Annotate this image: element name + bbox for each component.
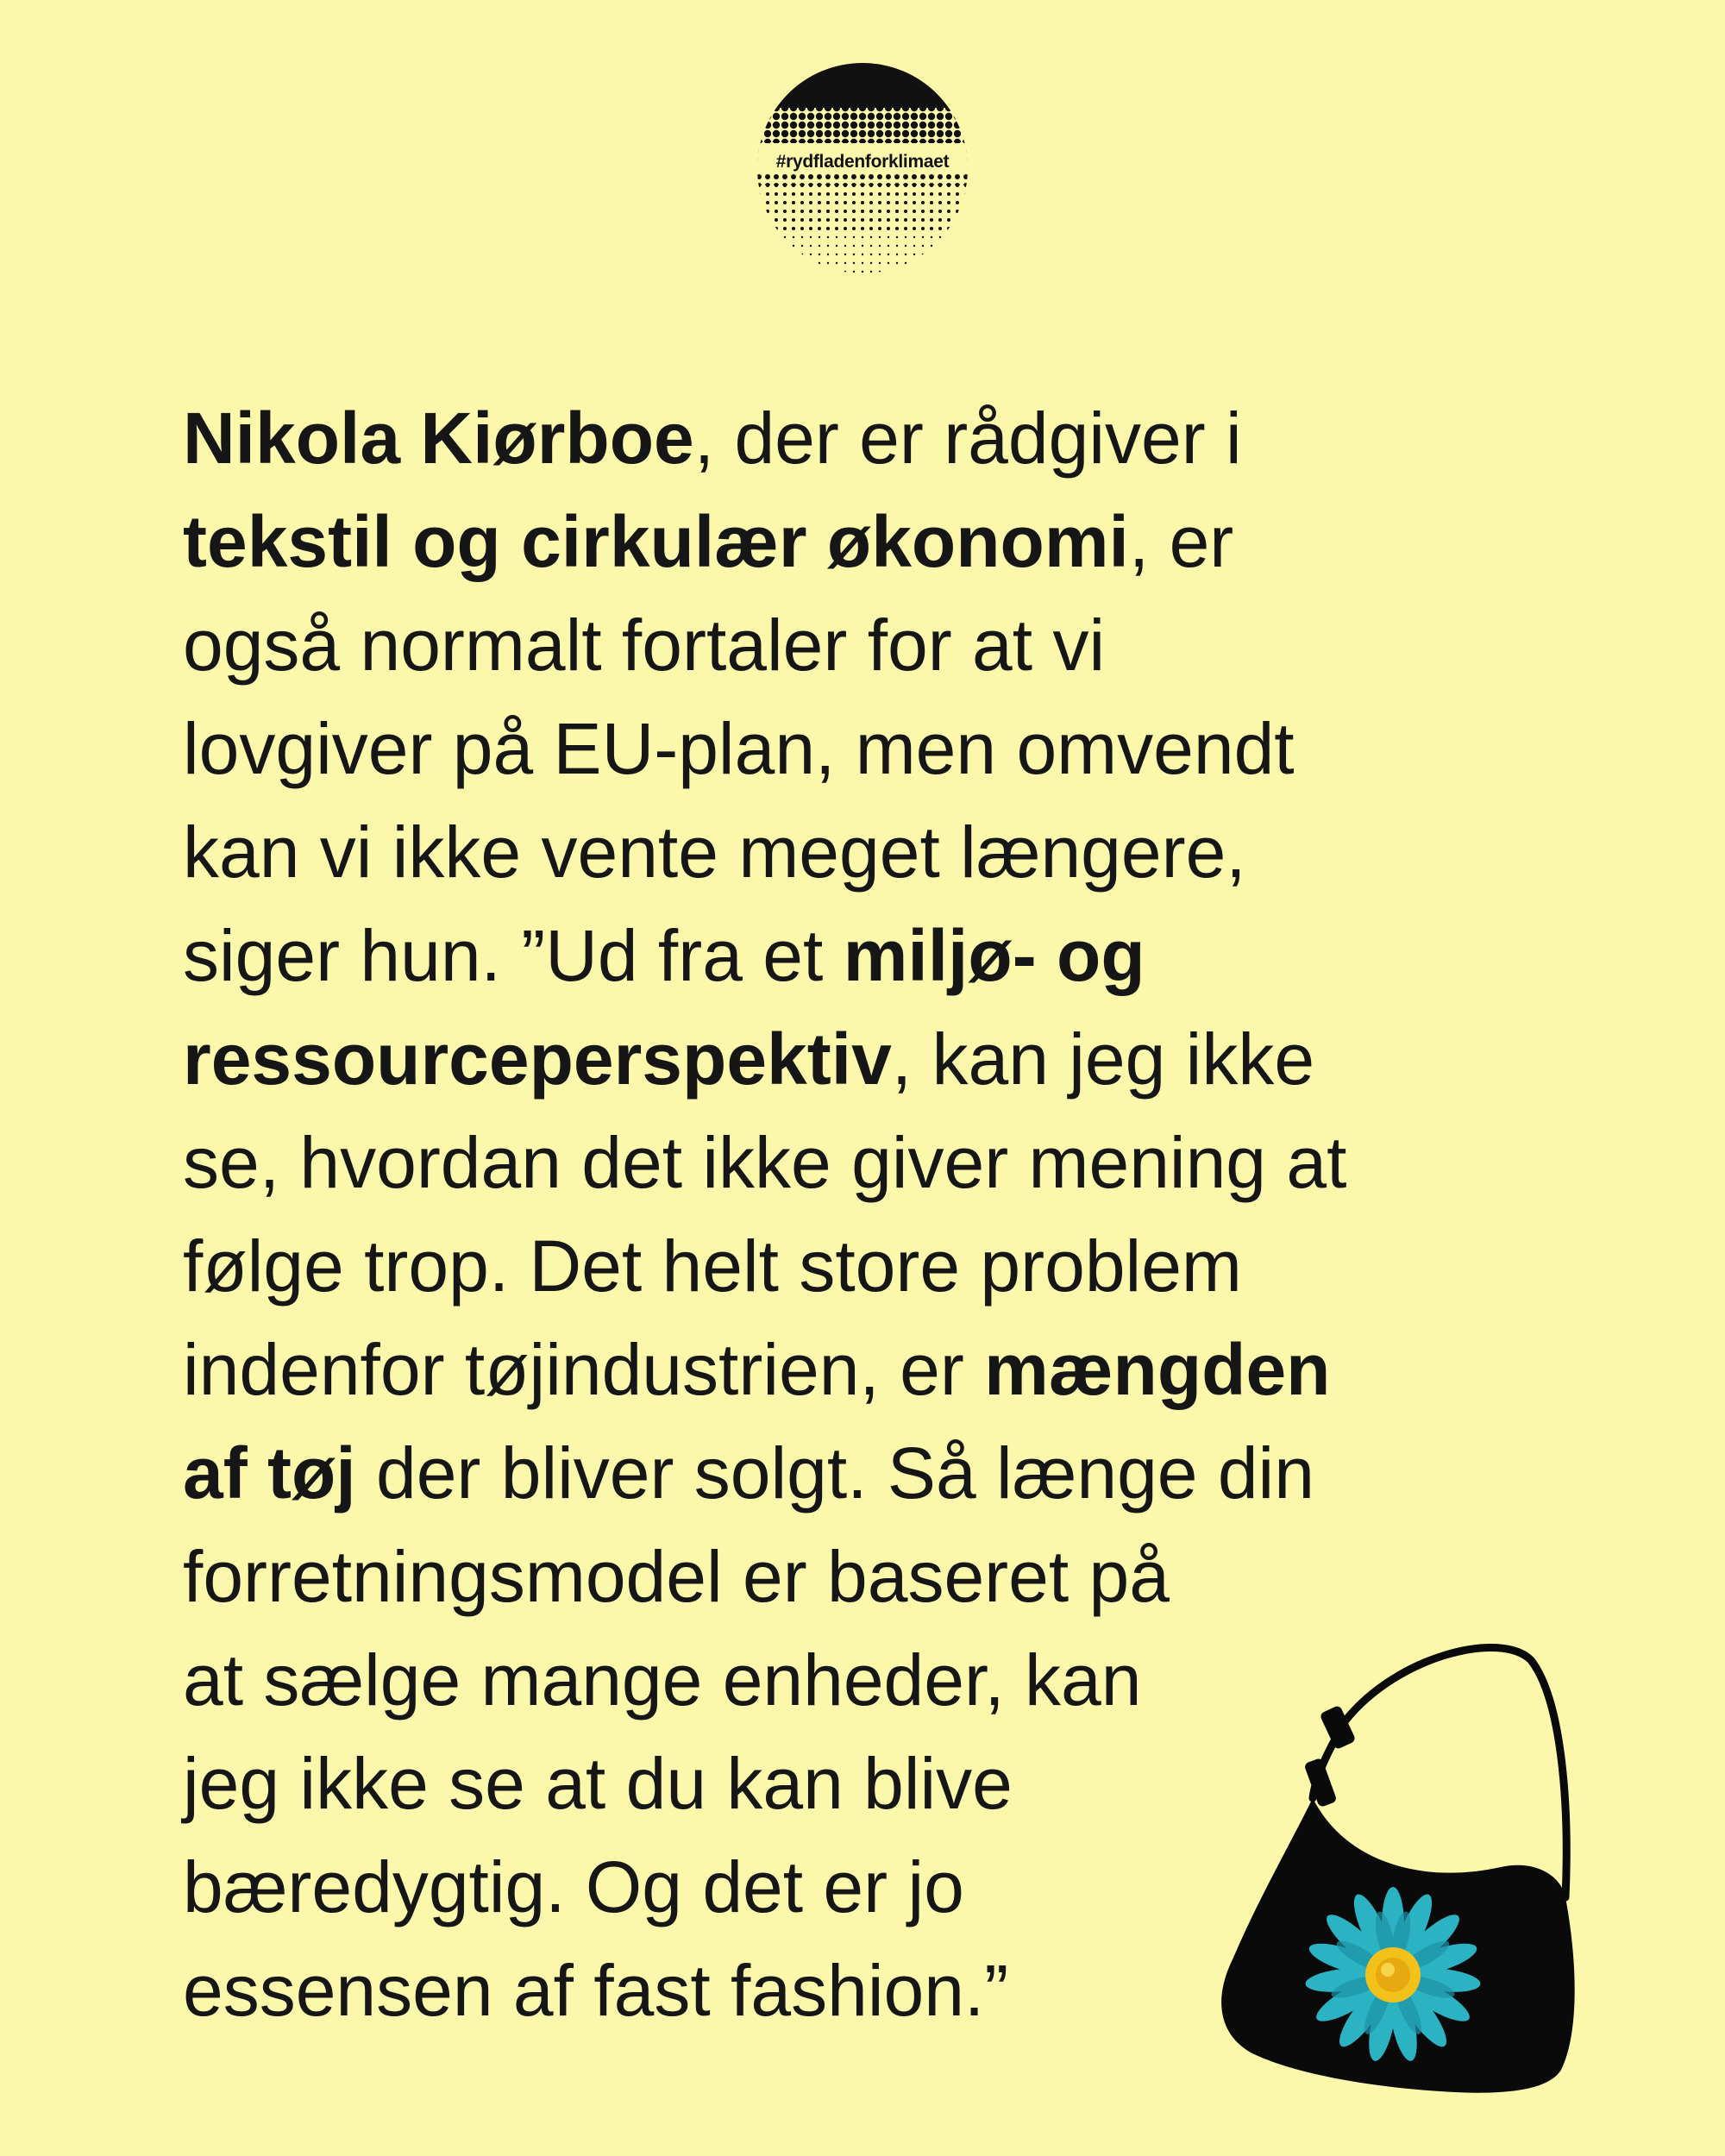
text-line: tekstil og cirkulær økonomi, er [183,501,1234,582]
text-line: følge trop. Det helt store problem [183,1225,1242,1307]
handbag-illustration [1216,1639,1596,2104]
text-line: jeg ikke se at du kan blive [183,1743,1013,1824]
text-line: ressourceperspektiv, kan jeg ikke [183,1018,1315,1100]
bold-phrase: tekstil og cirkulær økonomi [183,501,1129,582]
text-line: også normalt fortaler for at vi [183,605,1106,686]
text-line: kan vi ikke vente meget længere, [183,812,1246,893]
handbag-with-flower-icon [1216,1639,1596,2104]
text-line: siger hun. ”Ud fra et miljø- og [183,915,1145,996]
hashtag-logo [755,60,970,276]
text-line: bæredygtig. Og det er jo [183,1846,964,1927]
bold-phrase: af tøj [183,1432,356,1514]
text-line: indenfor tøjindustrien, er mængden [183,1329,1331,1410]
bold-phrase: mængden [984,1329,1331,1410]
bold-phrase: ressourceperspektiv [183,1018,892,1100]
text-line: af tøj der bliver solgt. Så længe din [183,1432,1314,1514]
text-line: essensen af fast fashion.” [183,1950,1009,2031]
hashtag-label: #rydfladenforklimaet [775,152,950,172]
bold-name: Nikola Kiørboe [183,398,694,479]
text-line: Nikola Kiørboe, der er rådgiver i [183,398,1242,479]
bold-phrase: miljø- og [843,915,1145,996]
text-line: lovgiver på EU-plan, men omvendt [183,708,1295,789]
text-line: forretningsmodel er baseret på [183,1536,1170,1617]
text-line: at sælge mange enheder, kan [183,1639,1142,1720]
text-line: se, hvordan det ikke giver mening at [183,1122,1347,1203]
